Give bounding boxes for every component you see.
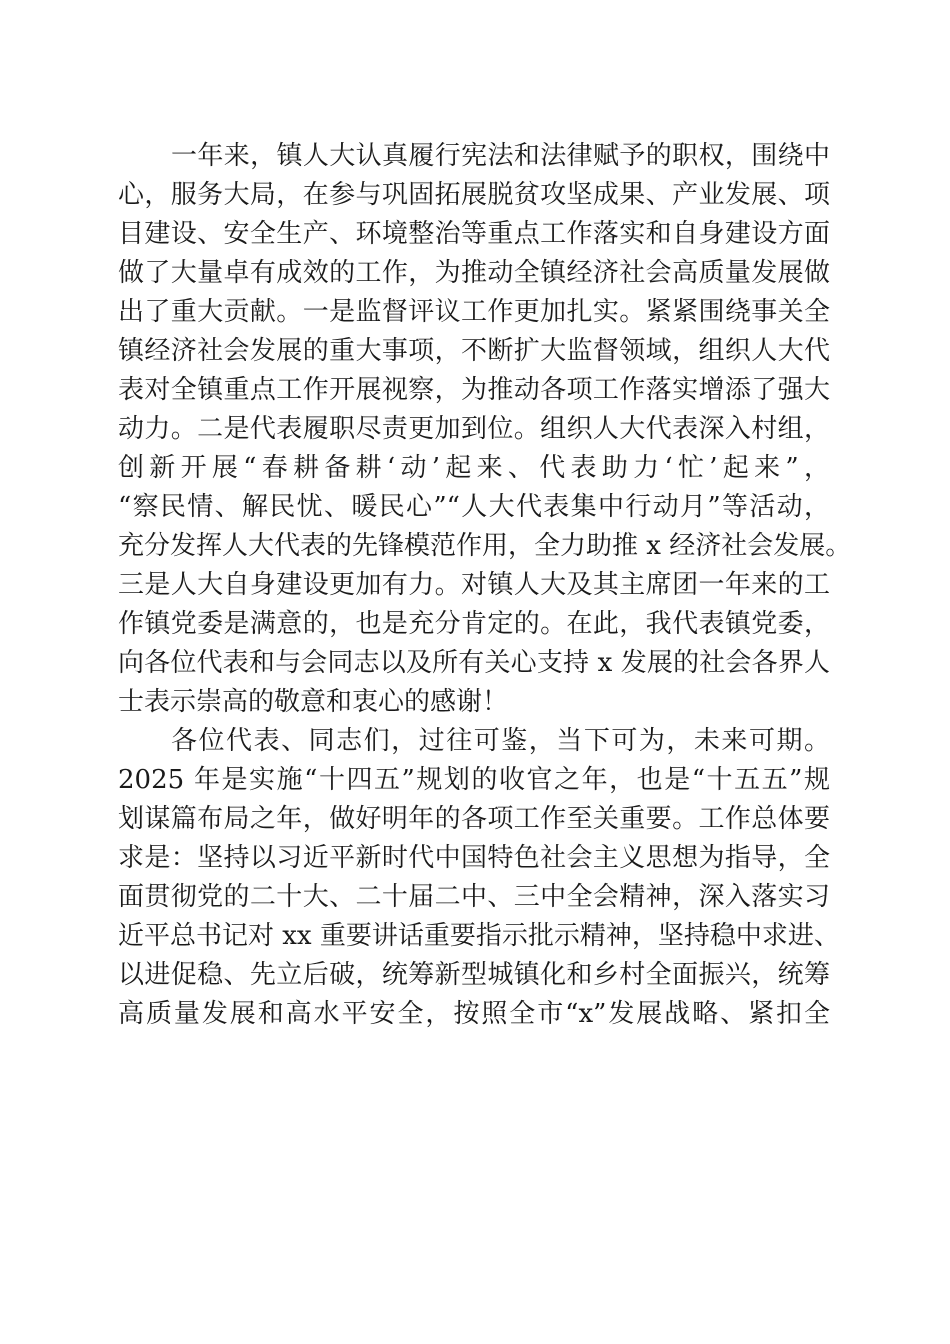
paragraph-1-line-14: 向各位代表和与会同志以及所有关心支持 x 发展的社会各界人 [118,648,830,678]
paragraph-1-line-13: 作镇党委是满意的，也是充分肯定的。在此，我代表镇党委， [118,609,830,639]
paragraph-2-line-1: 各位代表、同志们，过往可鉴，当下可为，未来可期。 [171,726,830,756]
paragraph-2-line-6: 近平总书记对 xx 重要讲话重要指示批示精神，坚持稳中求进、 [118,921,840,951]
paragraph-1-line-12: 三是人大自身建设更加有力。对镇人大及其主席团一年来的工 [118,570,830,600]
paragraph-1-line-10: “察民情、解民忧、暖民心”“人大代表集中行动月”等活动， [118,492,830,522]
paragraph-1-line-5: 出了重大贡献。一是监督评议工作更加扎实。紧紧围绕事关全 [118,297,830,327]
paragraph-1-line-3: 目建设、安全生产、环境整治等重点工作落实和自身建设方面 [118,219,830,249]
paragraph-2-line-2: 2025 年是实施“十四五”规划的收官之年，也是“十五五”规 [118,765,830,795]
paragraph-1-line-6: 镇经济社会发展的重大事项，不断扩大监督领域，组织人大代 [118,336,830,366]
paragraph-2-line-5: 面贯彻党的二十大、二十届二中、三中全会精神，深入落实习 [118,882,830,912]
paragraph-1-line-4: 做了大量卓有成效的工作，为推动全镇经济社会高质量发展做 [118,258,830,288]
paragraph-1-line-8: 动力。二是代表履职尽责更加到位。组织人大代表深入村组， [118,414,830,444]
paragraph-2-line-3: 划谋篇布局之年，做好明年的各项工作至关重要。工作总体要 [118,804,830,834]
paragraph-1-line-7: 表对全镇重点工作开展视察，为推动各项工作落实增添了强大 [118,375,830,405]
paragraph-1-line-1: 一年来，镇人大认真履行宪法和法律赋予的职权，围绕中 [171,141,830,171]
paragraph-1-line-2: 心，服务大局，在参与巩固拓展脱贫攻坚成果、产业发展、项 [118,180,830,210]
paragraph-1-line-15: 士表示崇高的敬意和衷心的感谢！ [118,687,509,717]
paragraph-2-line-7: 以进促稳、先立后破，统筹新型城镇化和乡村全面振兴，统筹 [118,960,830,990]
paragraph-1-line-9: 创新开展“春耕备耕‘动’起来、代表助力‘忙’起来”， [118,453,830,483]
paragraph-2-line-8: 高质量发展和高水平安全，按照全市“x”发展战略、紧扣全 [118,999,830,1029]
paragraph-2-line-4: 求是：坚持以习近平新时代中国特色社会主义思想为指导，全 [118,843,830,873]
paragraph-1-line-11: 充分发挥人大代表的先锋模范作用，全力助推 x 经济社会发展。 [118,531,852,561]
